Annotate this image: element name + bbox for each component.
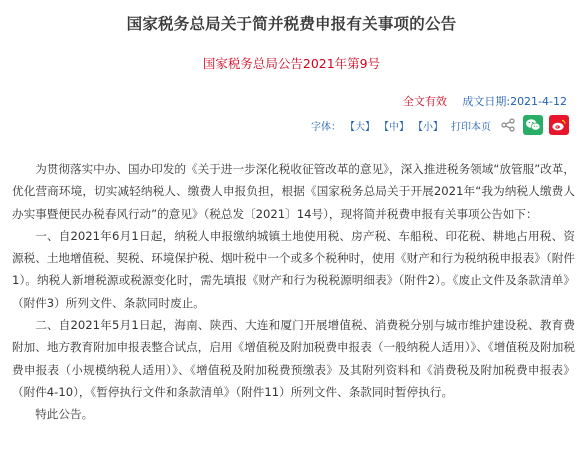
document-number: 国家税务总局公告2021年第9号 [202, 56, 381, 71]
paragraph-closing: 特此公告。 [35, 407, 94, 422]
toolbar [311, 114, 569, 136]
paragraph-intro: 为贯彻落实中办、国办印发的《关于进一步深化税收征管改革的意见》，深入推进税务领域“放管服”改革，优化营商环境，切实减轻纳税人、缴费人申报负担，根据《国家税务总局关于开展2021年“我为纳税人缴费人办实事暨便民办税春风行动”的意见》（税总发〔2021〕14号），现将简并税费申报有关事项公告如下： [12, 162, 575, 221]
paragraph-article-1: 一、自2021年6月1日起，纳税人申报缴纳城镇土地使用税、房产税、车船税、印花税、耕地占用税、资源税、土地增值税、契税、环境保护税、烟叶税中一个或多个税种时，使用《财产和行为税纳税申报表》（附件1）。纳税人新增税源或税源变化时，需先填报《财产和行为税税源明细表》（附件2）。《废止文件及条款清单》（附件3）所列文件、条款同时废止。 [12, 228, 575, 310]
document-title: 国家税务总局关于简并税费申报有关事项的公告 [126, 15, 457, 33]
font-small-button[interactable]: 【小】 [413, 121, 443, 133]
paragraph-article-2: 二、自2021年5月1日起，海南、陕西、大连和厦门开展增值税、消费税分别与城市维护建设税、教育费附加、地方教育附加申报表整合试点，启用《增值税及附加税费申报表（一般纳税人适用）》、《增值税及附加税费申报表（小规模纳税人适用）》、《增值税及附加税费预缴表》及其附列资料和《消费税及附加税费申报表》（附件4-10），《暂停执行文件和条款清单》（附件11）所列文件、条款同时暂停执行。 [12, 318, 575, 399]
document-meta [403, 93, 567, 109]
document-body [12, 158, 575, 426]
validity-status: 全文有效 [402, 95, 447, 108]
share-icon[interactable] [501, 118, 515, 132]
print-button[interactable]: 打印本页 [451, 121, 491, 133]
font-large-button[interactable]: 【大】 [345, 121, 375, 133]
weibo-icon[interactable] [549, 115, 569, 135]
font-size-label: 字体： [311, 121, 341, 133]
font-medium-button[interactable]: 【中】 [379, 121, 409, 133]
wechat-icon[interactable] [523, 115, 543, 135]
issue-date: 成文日期:2021-4-12 [462, 95, 567, 108]
